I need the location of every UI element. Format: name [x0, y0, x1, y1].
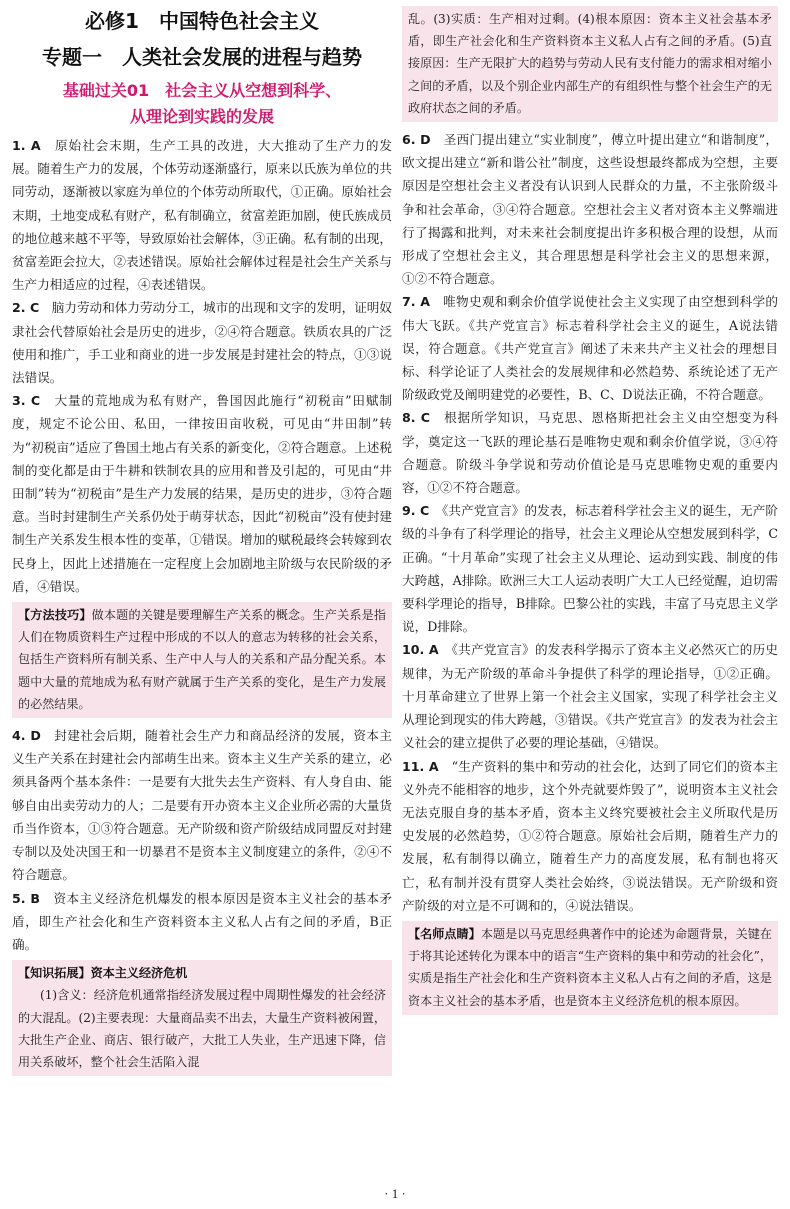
answer-1 — [12, 134, 392, 296]
answer-number: 8. C — [402, 410, 430, 426]
answer-number: 11. A — [402, 758, 439, 774]
module-title: 必修1 中国特色社会主义 — [85, 9, 319, 33]
answer-number: 6. D — [402, 132, 431, 148]
answer-text: 唯物史观和剩余价值学说使社会主义实现了由空想到科学的伟大飞跃。《共产党宣言》标志着科学社会主义的诞生，A说法错误，符合题意。《共产党宣言》阐述了未来共产主义社会的理想目标、科学论证了人类社会的发展规律和必然趋势、系统论述了无产阶级政党及阐明建党的必要性，B、C、D说法正确，不符合题意。 — [402, 294, 779, 403]
answer-number: 7. A — [402, 294, 430, 310]
page-number: · 1 · — [384, 1186, 406, 1201]
answer-text: 原始社会末期，生产工具的改进，大大推动了生产力的发展。随着生产力的发展，个体劳动逐渐盛行，原来以氏族为单位的共同劳动，逐渐被以家庭为单位的个体劳动所取代，①正确。原始社会末期，土地变成私有财产，私有制确立，贫富差距加剧，使氏族成员的地位越来越不平等，导致原始社会解体，③正确。私有制的出现，贫富差距会拉大，②表述错误。原始社会解体过程是社会生产关系与生产力相适应的过程，④表述错误。 — [12, 138, 393, 293]
box-tag: 【名师点睛】 — [408, 926, 481, 941]
box-text: (1)含义：经济危机通常指经济发展过程中周期性爆发的社会经济的大混乱。(2)主要表现：大量商品卖不出去，大量生产资料被闲置，大批生产企业、商店、银行破产，大批工人失业，生产迅速下降，信用关系破坏，整个社会生活陷入混 — [18, 988, 386, 1069]
answer-9 — [402, 499, 778, 638]
section-title-line2: 从理论到实践的发展 — [129, 107, 274, 126]
answer-number: 4. D — [12, 728, 41, 744]
answer-8 — [402, 406, 778, 499]
answer-4 — [12, 724, 392, 886]
box-tag: 【知识拓展】资本主义经济危机 — [18, 966, 188, 981]
box-text: 本题是以马克思经典著作中的论述为命题背景，关键在于将其论述转化为课本中的语言“生产资料的集中和劳动的社会化”，实质是指生产社会化和生产资料资本主义私人占有之间的矛盾，这是资本主义社会的基本矛盾，也是资本主义经济危机的根本原因。 — [408, 926, 772, 1008]
answer-text: 《共产党宣言》的发表，标志着科学社会主义的诞生，无产阶级的斗争有了科学理论的指导，社会主义理论从空想发展到科学，C正确。“十月革命”实现了社会主义从理论、运动到实践、制度的伟大跨越，A排除。欧洲三大工人运动表明广大工人已经觉醒，迫切需要科学理论的指导，B排除。巴黎公社的实践，丰富了马克思主义学说，D排除。 — [402, 503, 778, 635]
section-title-line1: 基础过关01 社会主义从空想到科学、 — [62, 81, 342, 100]
answer-number: 5. B — [12, 890, 40, 906]
answer-number: 3. C — [12, 393, 41, 409]
answer-number: 2. C — [12, 300, 40, 316]
answer-5 — [12, 887, 392, 957]
answer-2 — [12, 296, 392, 389]
box-text: 做本题的关键是要理解生产关系的概念。生产关系是指人们在物质资料生产过程中形成的不以人的意志为转移的社会关系，包括生产资料所有制关系、生产中人与人的关系和产品分配关系。本题中大量的荒地成为私有财产就属于生产关系的变化，是生产力发展的必然结果。 — [18, 608, 386, 711]
left-column — [12, 6, 392, 1082]
answer-text: 脑力劳动和体力劳动分工，城市的出现和文字的发明，证明奴隶社会代替原始社会是历史的进步，②④符合题意。铁质农具的广泛使用和推广，手工业和商业的进一步发展是封建社会的特点，①③说法错误。 — [12, 300, 392, 386]
answer-number: 1. A — [12, 138, 41, 153]
answer-text: “生产资料的集中和劳动的社会化，达到了同它们的资本主义外壳不能相容的地步，这个外壳就要炸毁了”，说明资本主义社会无法克服自身的基本矛盾，资本主义终究要被社会主义所取代是历史发展的必然趋势，①②符合题意。原始社会后期，随着生产力的发展，私有制得以确立，随着生产力的高度发展，私有制也将灭亡，私有制并没有贯穿人类社会始终，③说法错误。无产阶级和资产阶级的对立是不可调和的，④说法错误。 — [402, 758, 778, 913]
knowledge-extension-box — [12, 960, 392, 1076]
answer-text: 《共产党宣言》的发表科学揭示了资本主义必然灭亡的历史规律，为无产阶级的革命斗争提供了科学的理论指导，①②正确。十月革命建立了世界上第一个社会主义国家，实现了科学社会主义从理论到现实的伟大跨越，③错误。《共产党宣言》的发表为社会主义社会的建立提供了必要的理论基础，④错误。 — [402, 642, 778, 751]
answer-3 — [12, 389, 392, 598]
answer-number: 10. A — [402, 642, 439, 658]
section-title — [12, 78, 392, 130]
answer-text: 资本主义经济危机爆发的根本原因是资本主义社会的基本矛盾，即生产社会化和生产资料资本主义私人占有之间的矛盾，B正确。 — [12, 890, 393, 952]
answer-text: 封建社会后期，随着社会生产力和商品经济的发展，资本主义生产关系在封建社会内部萌生出来。资本主义生产关系的建立，必须具备两个基本条件：一是要有大批失去生产资料、有人身自由、能够自由出卖劳动力的人；二是要有开办资本主义企业所必需的大量货币当作资本，①③符合题意。无产阶级和资产阶级结成同盟反对封建专制以及处决国王和一切暴君不是资本主义制度建立的条件，②④不符合题意。 — [12, 728, 393, 883]
answer-text: 圣西门提出建立“实业制度”，傅立叶提出建立“和谐制度”，欧文提出建立“新和谐公社”制度，这些设想最终都成为空想，主要原因是空想社会主义者没有认识到人民群众的力量，不主张阶级斗争和社会革命，③④符合题意。空想社会主义者对资本主义弊端进行了揭露和批判，对未来社会制度提出许多积极合理的设想，从而形成了空想社会主义，其合理思想是科学社会主义的思想来源，①②不符合题意。 — [402, 132, 778, 287]
right-column — [402, 6, 778, 1021]
knowledge-extension-box-continued — [402, 6, 778, 122]
box-tag: 【方法技巧】 — [18, 608, 92, 623]
topic-title: 专题一 人类社会发展的进程与趋势 — [42, 45, 362, 69]
box-text: 乱。(3)实质：生产相对过剩。(4)根本原因：资本主义社会基本矛盾，即生产社会化和生产资料资本主义私人占有之间的矛盾。(5)直接原因：生产无限扩大的趋势与劳动人民有支付能力的需求相对缩小之间的矛盾，以及个别企业内部生产的有组织性与整个社会生产的无政府状态之间的矛盾。 — [408, 12, 772, 115]
answer-text: 大量的荒地成为私有财产，鲁国因此施行“初税亩”田赋制度，规定不论公田、私田，一律按田亩收税，可见由“井田制”转为“初税亩”适应了鲁国土地占有关系的新变化，②符合题意。上述税制的变化都是由于牛耕和铁制农具的应用和普及引起的，可见由“井田制”转为“初税亩”是生产力发展的结果，是历史的进步，③符合题意。当时封建制生产关系仍处于萌芽状态，因此“初税亩”没有使封建制生产关系发生根本性的变革，①错误。增加的赋税最终会转嫁到农民身上，因此上述措施在一定程度上会加剧地主阶级与农民阶级的矛盾，④错误。 — [12, 393, 392, 594]
teacher-highlight-box — [402, 921, 778, 1015]
answer-10 — [402, 638, 778, 754]
answer-text: 根据所学知识，马克思、恩格斯把社会主义由空想变为科学，奠定这一飞跃的理论基石是唯物史观和剩余价值学说，③④符合题意。阶级斗争学说和劳动价值论是马克思唯物史观的重要内容，①②不符合题意。 — [402, 410, 778, 496]
answer-6 — [402, 128, 778, 290]
answer-number: 9. C — [402, 503, 430, 519]
method-tips-box — [12, 602, 392, 718]
answer-11 — [402, 755, 778, 917]
answer-7 — [402, 290, 778, 406]
